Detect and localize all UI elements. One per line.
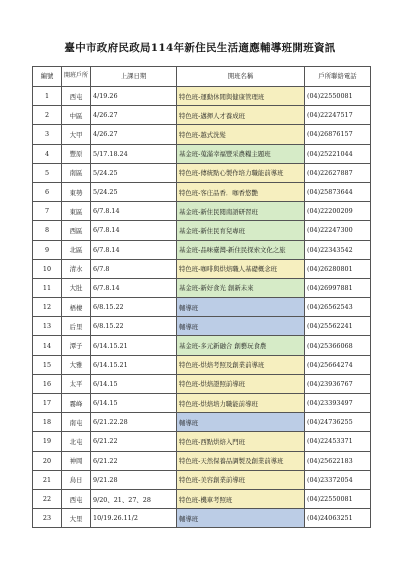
cell-number: 20 <box>33 451 62 470</box>
cell-area: 南屯 <box>62 413 91 432</box>
cell-date: 6/14.15.21 <box>91 336 177 355</box>
cell-number: 10 <box>33 259 62 278</box>
table-body <box>33 87 371 528</box>
header-phone: 戶所聯絡電話 <box>305 67 371 87</box>
cell-class-name: 特色班-西點烘焙入門班 <box>177 432 305 451</box>
cell-area: 大肚 <box>62 278 91 297</box>
cell-phone: (04)24063251 <box>305 509 371 528</box>
table-header-row <box>33 67 371 87</box>
table-row <box>33 489 371 508</box>
cell-area: 西屯 <box>62 87 91 106</box>
cell-date: 6/7.8.14 <box>91 221 177 240</box>
cell-area: 神岡 <box>62 451 91 470</box>
cell-number: 23 <box>33 509 62 528</box>
table-row <box>33 432 371 451</box>
cell-phone: (04)22627887 <box>305 163 371 182</box>
cell-phone: (04)22343542 <box>305 240 371 259</box>
cell-date: 6/8.15.22 <box>91 298 177 317</box>
cell-number: 2 <box>33 106 62 125</box>
cell-date: 6/7.8.14 <box>91 278 177 297</box>
cell-phone: (04)26997881 <box>305 278 371 297</box>
cell-phone: (04)22200209 <box>305 202 371 221</box>
cell-date: 5/24.25 <box>91 182 177 201</box>
table-row <box>33 125 371 144</box>
cell-phone: (04)25366068 <box>305 336 371 355</box>
table-row <box>33 144 371 163</box>
table-row <box>33 106 371 125</box>
cell-area: 南區 <box>62 163 91 182</box>
cell-area: 北區 <box>62 240 91 259</box>
cell-area: 梧棲 <box>62 298 91 317</box>
table-row <box>33 221 371 240</box>
cell-date: 9/20、21、27、28 <box>91 489 177 508</box>
table-row <box>33 163 371 182</box>
cell-class-name: 輔導班 <box>177 317 305 336</box>
cell-phone: (04)23393497 <box>305 394 371 413</box>
cell-phone: (04)25562241 <box>305 317 371 336</box>
cell-number: 8 <box>33 221 62 240</box>
table-row <box>33 374 371 393</box>
cell-date: 6/21.22.28 <box>91 413 177 432</box>
cell-class-name: 特色班-越式洗髮 <box>177 125 305 144</box>
table-row <box>33 509 371 528</box>
cell-number: 12 <box>33 298 62 317</box>
cell-number: 18 <box>33 413 62 432</box>
cell-number: 9 <box>33 240 62 259</box>
cell-area: 北屯 <box>62 432 91 451</box>
cell-class-name: 特色班-美容創業前導班 <box>177 470 305 489</box>
cell-date: 6/14.15.21 <box>91 355 177 374</box>
cell-phone: (04)24736255 <box>305 413 371 432</box>
cell-number: 3 <box>33 125 62 144</box>
cell-class-name: 特色班-咖啡與烘焙職人基礎概念班 <box>177 259 305 278</box>
cell-area: 豐原 <box>62 144 91 163</box>
cell-area: 東區 <box>62 202 91 221</box>
cell-phone: (04)23936767 <box>305 374 371 393</box>
cell-area: 大雅 <box>62 355 91 374</box>
cell-number: 22 <box>33 489 62 508</box>
cell-area: 太平 <box>62 374 91 393</box>
header-no: 編號 <box>33 67 62 87</box>
cell-phone: (04)22247300 <box>305 221 371 240</box>
cell-number: 15 <box>33 355 62 374</box>
cell-phone: (04)25664274 <box>305 355 371 374</box>
cell-number: 5 <box>33 163 62 182</box>
cell-class-name: 特色班-運動休閒與健康管理班 <box>177 87 305 106</box>
header-date: 上課日期 <box>91 67 177 87</box>
cell-date: 6/7.8 <box>91 259 177 278</box>
cell-class-name: 基金班-新住民閱南語研習班 <box>177 202 305 221</box>
cell-phone: (04)23372054 <box>305 470 371 489</box>
cell-area: 烏日 <box>62 470 91 489</box>
cell-class-name: 特色班-機車考照班 <box>177 489 305 508</box>
cell-date: 6/21.22 <box>91 451 177 470</box>
cell-area: 西屯 <box>62 489 91 508</box>
cell-number: 4 <box>33 144 62 163</box>
cell-phone: (04)25221044 <box>305 144 371 163</box>
cell-number: 16 <box>33 374 62 393</box>
cell-number: 14 <box>33 336 62 355</box>
cell-date: 6/14.15 <box>91 374 177 393</box>
cell-date: 6/14.15 <box>91 394 177 413</box>
cell-class-name: 基金班-蒐滿幸福豐采農糧主題班 <box>177 144 305 163</box>
cell-class-name: 基金班-新好食光 創新未來 <box>177 278 305 297</box>
table-row <box>33 317 371 336</box>
header-area: 開班戶所 <box>62 67 91 87</box>
cell-area: 東勢 <box>62 182 91 201</box>
cell-date: 4/26.27 <box>91 106 177 125</box>
cell-class-name: 特色班-傳統點心製作培力職能前導班 <box>177 163 305 182</box>
table-row <box>33 87 371 106</box>
cell-number: 6 <box>33 182 62 201</box>
cell-date: 9/21.28 <box>91 470 177 489</box>
cell-area: 潭子 <box>62 336 91 355</box>
table-row <box>33 240 371 259</box>
cell-class-name: 基金班-新住民育兒專班 <box>177 221 305 240</box>
cell-date: 6/7.8.14 <box>91 202 177 221</box>
cell-class-name: 基金班-品味臺灣-新住民探索文化之旅 <box>177 240 305 259</box>
cell-class-name: 特色班-烘焙考照及創業前導班 <box>177 355 305 374</box>
cell-area: 大里 <box>62 509 91 528</box>
cell-phone: (04)22453371 <box>305 432 371 451</box>
cell-number: 11 <box>33 278 62 297</box>
table-row <box>33 451 371 470</box>
cell-class-name: 基金班-多元新融合 創藝玩食農 <box>177 336 305 355</box>
cell-class-name: 特色班-烘焙培力職能前導班 <box>177 394 305 413</box>
cell-phone: (04)25873644 <box>305 182 371 201</box>
cell-number: 21 <box>33 470 62 489</box>
table-row <box>33 394 371 413</box>
cell-class-name: 輔導班 <box>177 509 305 528</box>
cell-number: 19 <box>33 432 62 451</box>
cell-date: 6/8.15.22 <box>91 317 177 336</box>
cell-class-name: 輔導班 <box>177 413 305 432</box>
cell-phone: (04)22247517 <box>305 106 371 125</box>
cell-class-name: 特色班-天然保養品調製及創業前導班 <box>177 451 305 470</box>
cell-date: 5/24.25 <box>91 163 177 182</box>
cell-number: 17 <box>33 394 62 413</box>
cell-class-name: 輔導班 <box>177 298 305 317</box>
cell-area: 西區 <box>62 221 91 240</box>
cell-date: 5/17.18.24 <box>91 144 177 163</box>
header-name: 開班名稱 <box>177 67 305 87</box>
cell-number: 1 <box>33 87 62 106</box>
cell-phone: (04)22550081 <box>305 87 371 106</box>
cell-date: 4/19.26 <box>91 87 177 106</box>
table-row <box>33 182 371 201</box>
table-row <box>33 298 371 317</box>
table-row <box>33 413 371 432</box>
cell-phone: (04)26562543 <box>305 298 371 317</box>
table-row <box>33 355 371 374</box>
table-row <box>33 336 371 355</box>
cell-class-name: 特色班-烘焙證照前導班 <box>177 374 305 393</box>
cell-phone: (04)26876157 <box>305 125 371 144</box>
cell-phone: (04)22550081 <box>305 489 371 508</box>
cell-phone: (04)25622183 <box>305 451 371 470</box>
table-row <box>33 202 371 221</box>
class-schedule-table <box>32 66 371 528</box>
cell-date: 6/7.8.14 <box>91 240 177 259</box>
cell-phone: (04)26280801 <box>305 259 371 278</box>
cell-class-name: 特色班-邁揮人才養成班 <box>177 106 305 125</box>
cell-date: 10/19.26.11/2 <box>91 509 177 528</box>
table-row <box>33 278 371 297</box>
table-row <box>33 259 371 278</box>
cell-class-name: 特色班-客庄品香．咖香悠艷 <box>177 182 305 201</box>
cell-date: 4/26.27 <box>91 125 177 144</box>
cell-date: 6/21.22 <box>91 432 177 451</box>
cell-number: 7 <box>33 202 62 221</box>
cell-area: 中區 <box>62 106 91 125</box>
cell-number: 13 <box>33 317 62 336</box>
document-title: 臺中市政府民政局114年新住民生活適應輔導班開班資訊 <box>64 42 336 54</box>
cell-area: 大甲 <box>62 125 91 144</box>
cell-area: 霧峰 <box>62 394 91 413</box>
cell-area: 后里 <box>62 317 91 336</box>
cell-area: 清水 <box>62 259 91 278</box>
table-row <box>33 470 371 489</box>
